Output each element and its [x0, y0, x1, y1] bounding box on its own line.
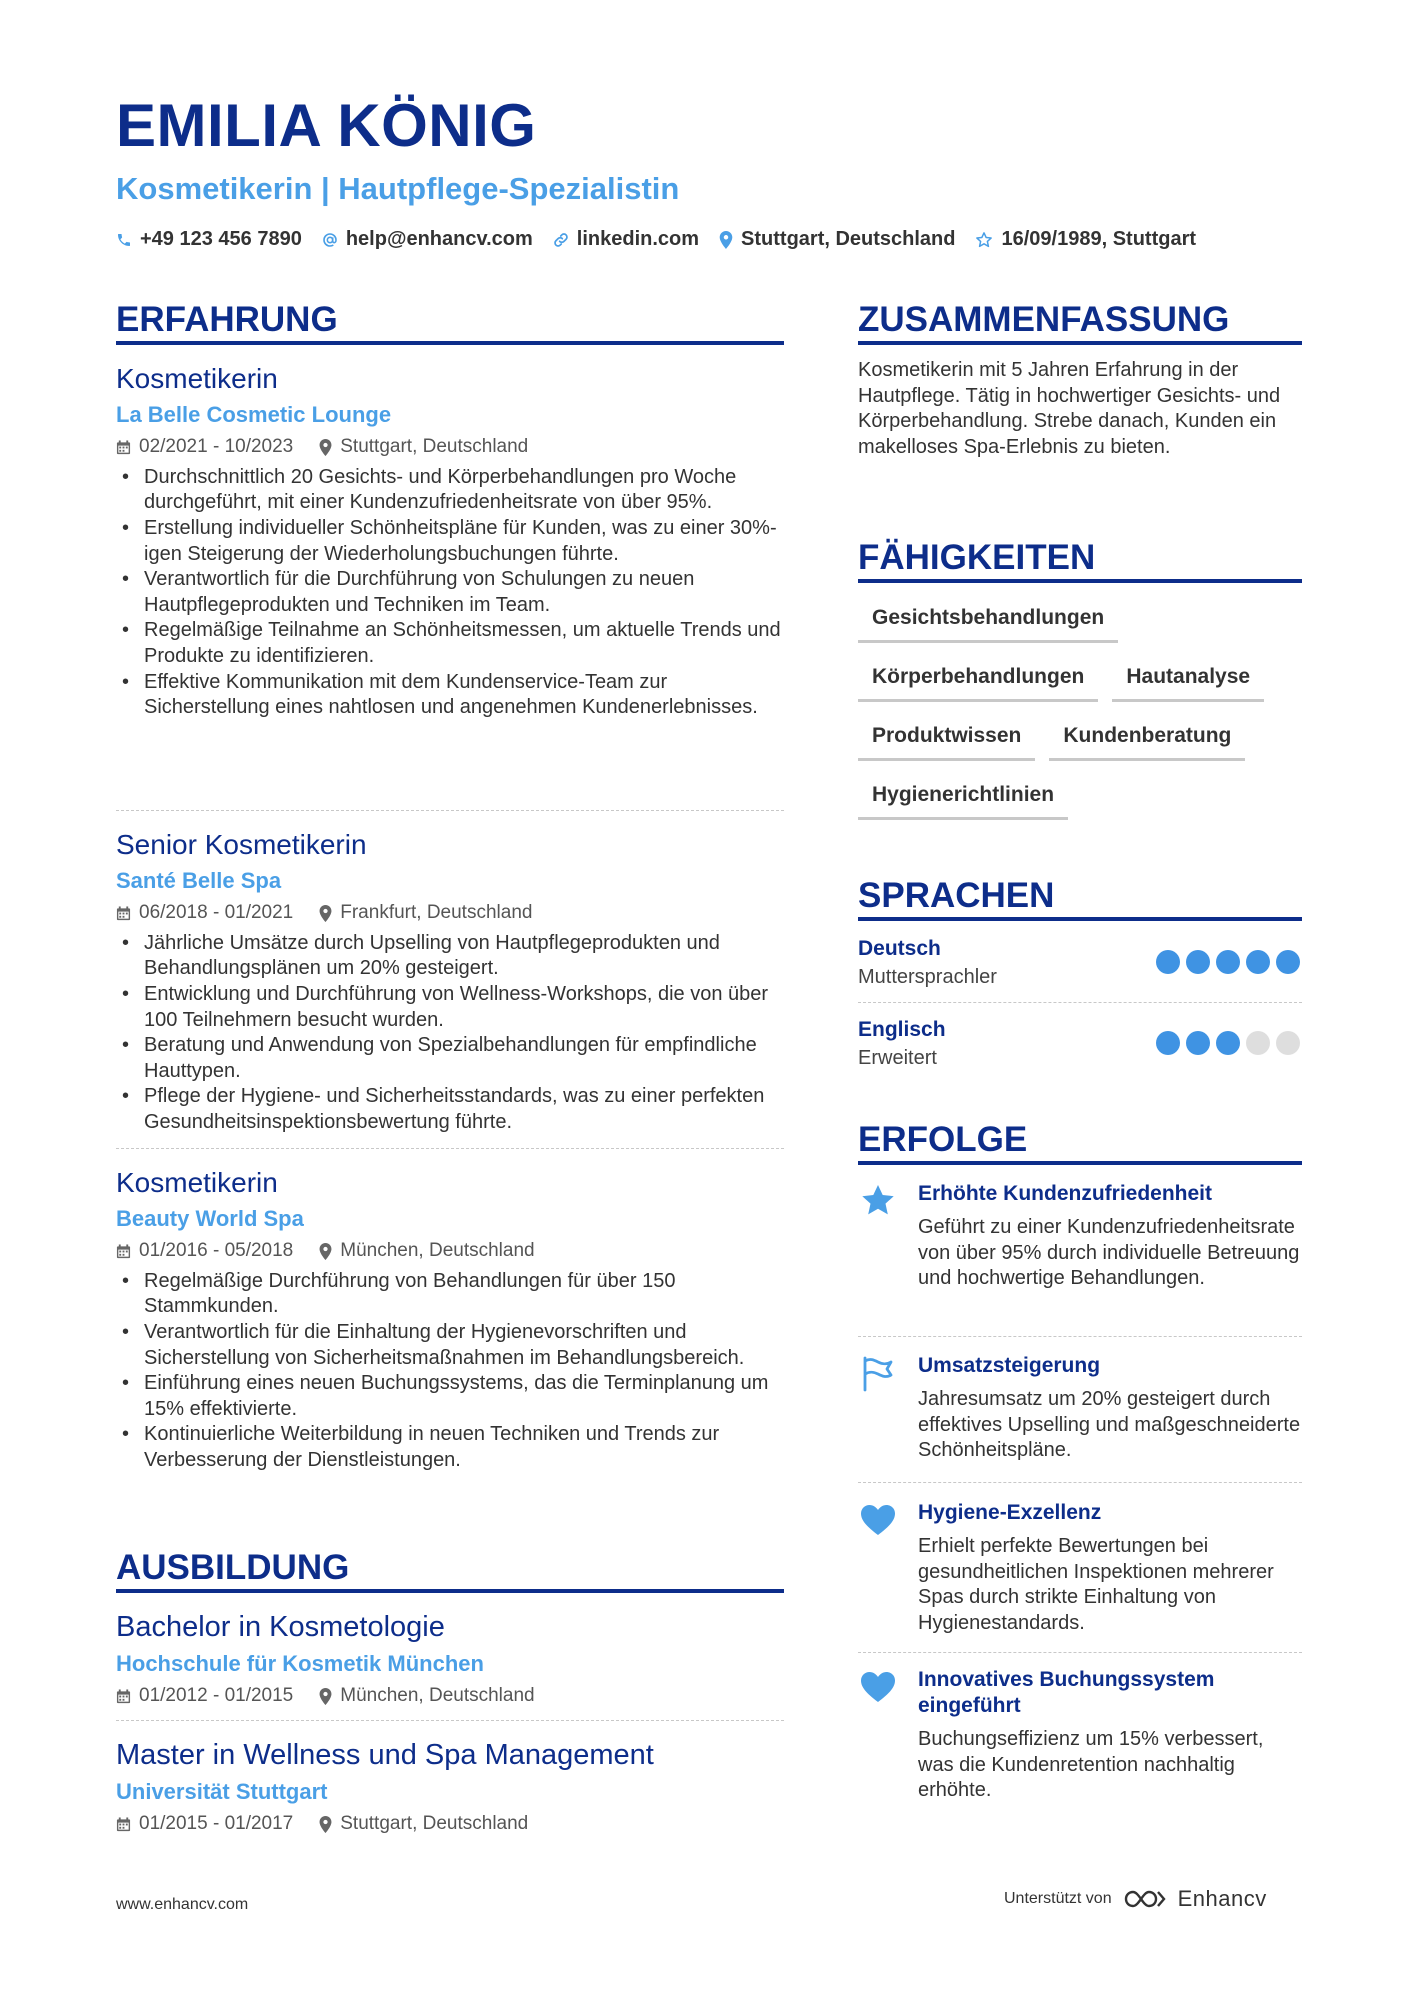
job-bullet: • Durchschnittlich 20 Gesichts- und Körperbehandlungen pro Woche durchgeführt, mit einer Kundenzufriedenheitsrate von über 95%. — [116, 465, 784, 516]
education-location — [319, 1813, 528, 1836]
education-location — [319, 1685, 534, 1708]
rating-dot-filled — [1276, 950, 1300, 974]
email-text: help@enhancv.com — [345, 228, 533, 250]
job-meta — [116, 902, 784, 925]
powered-by-text: Unterstützt von — [1004, 1890, 1112, 1907]
star-outline-icon — [975, 231, 993, 249]
job-location-text: München, Deutschland — [340, 1239, 535, 1261]
skill-row — [858, 598, 1302, 643]
link-icon — [553, 232, 569, 248]
language-divider — [858, 1002, 1302, 1003]
achievement-divider — [858, 1336, 1302, 1337]
location-pin-icon — [719, 231, 733, 249]
job-location-text: Frankfurt, Deutschland — [340, 901, 533, 923]
section-title-languages: SPRACHEN — [858, 876, 1055, 915]
language-entry-1 — [858, 936, 1302, 989]
section-rule-summary — [858, 341, 1302, 345]
section-rule-skills — [858, 579, 1302, 583]
language-entry-2 — [858, 1017, 1302, 1070]
at-icon — [322, 232, 338, 248]
section-rule-experience — [116, 341, 784, 345]
job-dates — [116, 1240, 293, 1263]
job-bullet: • Kontinuierliche Weiterbildung in neuen Techniken und Trends zur Verbesserung der Dienstleistungen. — [116, 1422, 784, 1473]
school-name: Universität Stuttgart — [116, 1778, 328, 1804]
skill-tag: Körperbehandlungen — [858, 657, 1098, 702]
job-bullets — [116, 465, 784, 721]
achievement-title: Innovatives Buchungssystem eingeführt — [918, 1668, 1215, 1717]
education-meta — [116, 1813, 784, 1836]
entry-divider — [116, 810, 784, 811]
phone-text: +49 123 456 7890 — [140, 228, 302, 250]
language-rating — [1150, 950, 1300, 974]
contact-location — [719, 228, 955, 251]
section-rule-education — [116, 1589, 784, 1593]
education-location-text: München, Deutschland — [340, 1685, 535, 1707]
achievement-text: Jahresumsatz um 20% gesteigert durch effektives Upselling und maßgeschneiderte Schönheitspläne. — [918, 1388, 1301, 1462]
achievement-title: Umsatzsteigerung — [918, 1354, 1101, 1377]
achievement-divider — [858, 1482, 1302, 1483]
location-text: Stuttgart, Deutschland — [741, 228, 956, 250]
phone-icon — [116, 232, 132, 248]
education-dates-text: 01/2012 - 01/2015 — [139, 1685, 294, 1707]
rating-dot-filled — [1216, 1031, 1240, 1055]
enhancv-brand-text: Enhancv — [1177, 1886, 1267, 1911]
education-dates-text: 01/2015 - 01/2017 — [139, 1813, 294, 1835]
job-meta — [116, 1240, 784, 1263]
job-dates-text: 02/2021 - 10/2023 — [139, 435, 294, 457]
education-meta — [116, 1685, 784, 1708]
job-bullet: • Regelmäßige Durchführung von Behandlungen für über 150 Stammkunden. — [116, 1269, 784, 1320]
job-bullet: • Einführung eines neuen Buchungssystems, das die Terminplanung um 15% effektivierte. — [116, 1371, 784, 1422]
skill-row — [858, 775, 1302, 820]
rating-dot-filled — [1156, 1031, 1180, 1055]
job-dates — [116, 902, 293, 925]
contact-bar — [116, 228, 1216, 251]
achievement-entry-3 — [858, 1500, 1302, 1636]
skill-tag: Produktwissen — [858, 716, 1035, 761]
contact-linkedin[interactable] — [553, 228, 699, 251]
skill-row — [858, 716, 1302, 761]
achievement-entry-2 — [858, 1353, 1302, 1464]
job-dates — [116, 436, 293, 459]
section-title-education: AUSBILDUNG — [116, 1548, 350, 1587]
job-bullet: • Beratung und Anwendung von Spezialbehandlungen für empfindliche Hauttypen. — [116, 1033, 784, 1084]
location-pin-icon — [319, 1688, 332, 1705]
job-title: Senior Kosmetikerin — [116, 829, 367, 860]
section-title-summary: ZUSAMMENFASSUNG — [858, 300, 1230, 339]
education-entry-1 — [116, 1610, 784, 1708]
section-title-skills: FÄHIGKEITEN — [858, 538, 1096, 577]
education-entry-2 — [116, 1738, 784, 1836]
education-dates — [116, 1813, 293, 1836]
contact-birth — [975, 228, 1196, 251]
skill-tag: Hautanalyse — [1112, 657, 1264, 702]
skill-tag: Hygienerichtlinien — [858, 775, 1068, 820]
job-company[interactable]: Santé Belle Spa — [116, 867, 282, 893]
job-dates-text: 06/2018 - 01/2021 — [139, 901, 294, 923]
location-pin-icon — [319, 439, 332, 456]
degree-title: Master in Wellness und Spa Management — [116, 1739, 654, 1771]
job-bullet: • Verantwortlich für die Einhaltung der Hygienevorschriften und Sicherstellung von Sicherheitsmaßnahmen im Behandlungsbereich. — [116, 1320, 784, 1371]
experience-entry-2 — [116, 828, 784, 1136]
job-title: Kosmetikerin — [116, 363, 278, 394]
location-pin-icon — [319, 1243, 332, 1260]
calendar-icon — [116, 906, 131, 921]
job-title: Kosmetikerin — [116, 1167, 278, 1198]
skill-tag: Gesichtsbehandlungen — [858, 598, 1118, 643]
footer-branding — [1004, 1886, 1267, 1912]
section-rule-languages — [858, 917, 1302, 921]
job-meta — [116, 436, 784, 459]
job-bullet: • Erstellung individueller Schönheitspläne für Kunden, was zu einer 30%-igen Steigerung der Wiederholungsbuchungen führte. — [116, 516, 784, 567]
location-pin-icon — [319, 1816, 332, 1833]
experience-entry-3 — [116, 1166, 784, 1474]
education-location-text: Stuttgart, Deutschland — [340, 1813, 529, 1835]
entry-divider — [116, 1148, 784, 1149]
language-rating — [1150, 1031, 1300, 1055]
candidate-name: EMILIA KÖNIG — [116, 92, 537, 159]
job-bullet: • Effektive Kommunikation mit dem Kundenservice-Team zur Sicherstellung eines nahtlosen und angenehmen Kundenerlebnisses. — [116, 670, 784, 721]
job-location — [319, 436, 528, 459]
rating-dot-filled — [1186, 1031, 1210, 1055]
heart-icon — [858, 1667, 898, 1707]
achievement-divider — [858, 1652, 1302, 1653]
achievement-text: Erhielt perfekte Bewertungen bei gesundheitlichen Inspektionen mehrerer Spas durch strikte Einhaltung von Hygienestandards. — [918, 1535, 1274, 1634]
job-bullet: • Verantwortlich für die Durchführung von Schulungen zu neuen Hautpflegeprodukten und Techniken im Team. — [116, 567, 784, 618]
achievement-text: Buchungseffizienz um 15% verbessert, was die Kundenretention nachhaltig erhöhte. — [918, 1728, 1264, 1802]
rating-dot-filled — [1216, 950, 1240, 974]
heart-icon — [858, 1500, 898, 1540]
job-company[interactable]: La Belle Cosmetic Lounge — [116, 401, 392, 427]
degree-title: Bachelor in Kosmetologie — [116, 1611, 445, 1643]
footer-website[interactable]: www.enhancv.com — [116, 1896, 249, 1913]
rating-dot-filled — [1156, 950, 1180, 974]
experience-entry-1 — [116, 362, 784, 721]
enhancv-logo-icon — [1122, 1887, 1170, 1911]
job-location-text: Stuttgart, Deutschland — [340, 435, 529, 457]
achievement-text: Geführt zu einer Kundenzufriedenheitsrate von über 95% durch individuelle Betreuung und hochwertige Behandlungen. — [918, 1216, 1300, 1290]
rating-dot-empty — [1246, 1031, 1270, 1055]
language-level: Muttersprachler — [858, 966, 997, 989]
rating-dot-filled — [1246, 950, 1270, 974]
calendar-icon — [116, 1244, 131, 1259]
location-pin-icon — [319, 905, 332, 922]
achievement-entry-4 — [858, 1667, 1302, 1804]
language-name: Deutsch — [858, 937, 941, 960]
calendar-icon — [116, 1689, 131, 1704]
section-rule-achievements — [858, 1161, 1302, 1165]
section-title-achievements: ERFOLGE — [858, 1120, 1028, 1159]
job-bullet: • Jährliche Umsätze durch Upselling von Hautpflegeprodukten und Behandlungsplänen um 20% gesteigert. — [116, 931, 784, 982]
achievement-entry-1 — [858, 1181, 1302, 1292]
job-bullets — [116, 931, 784, 1136]
job-location — [319, 902, 532, 925]
star-icon — [858, 1181, 898, 1221]
achievement-title: Erhöhte Kundenzufriedenheit — [918, 1182, 1212, 1205]
job-bullet: • Pflege der Hygiene- und Sicherheitsstandards, was zu einer perfekten Gesundheitsinspektionsbewertung führte. — [116, 1084, 784, 1135]
skill-row — [858, 657, 1302, 702]
rating-dot-filled — [1186, 950, 1210, 974]
skills-list — [858, 598, 1302, 834]
linkedin-text: linkedin.com — [576, 228, 700, 250]
language-name: Englisch — [858, 1018, 946, 1041]
birth-text: 16/09/1989, Stuttgart — [1001, 228, 1197, 250]
school-name: Hochschule für Kosmetik München — [116, 1650, 484, 1676]
education-dates — [116, 1685, 293, 1708]
job-bullets — [116, 1269, 784, 1474]
section-title-experience: ERFAHRUNG — [116, 300, 338, 339]
skill-tag: Kundenberatung — [1049, 716, 1245, 761]
achievement-title: Hygiene-Exzellenz — [918, 1501, 1102, 1524]
entry-divider — [116, 1720, 784, 1721]
job-bullet: • Regelmäßige Teilnahme an Schönheitsmessen, um aktuelle Trends und Produkte zu identifizieren. — [116, 618, 784, 669]
calendar-icon — [116, 440, 131, 455]
contact-phone[interactable] — [116, 228, 302, 251]
summary-text: Kosmetikerin mit 5 Jahren Erfahrung in der Hautpflege. Tätig in hochwertiger Gesichts- und Körperbehandlung. Strebe danach, Kunden ein makelloses Spa-Erlebnis zu bieten. — [858, 359, 1281, 458]
contact-email[interactable] — [322, 228, 533, 251]
candidate-headline: Kosmetikerin | Hautpflege-Spezialistin — [116, 171, 680, 206]
flag-icon — [858, 1353, 898, 1393]
job-bullet: • Entwicklung und Durchführung von Wellness-Workshops, die von über 100 Teilnehmern besucht wurden. — [116, 982, 784, 1033]
rating-dot-empty — [1276, 1031, 1300, 1055]
job-company[interactable]: Beauty World Spa — [116, 1205, 304, 1231]
job-dates-text: 01/2016 - 05/2018 — [139, 1239, 294, 1261]
calendar-icon — [116, 1817, 131, 1832]
job-location — [319, 1240, 534, 1263]
language-level: Erweitert — [858, 1047, 937, 1070]
